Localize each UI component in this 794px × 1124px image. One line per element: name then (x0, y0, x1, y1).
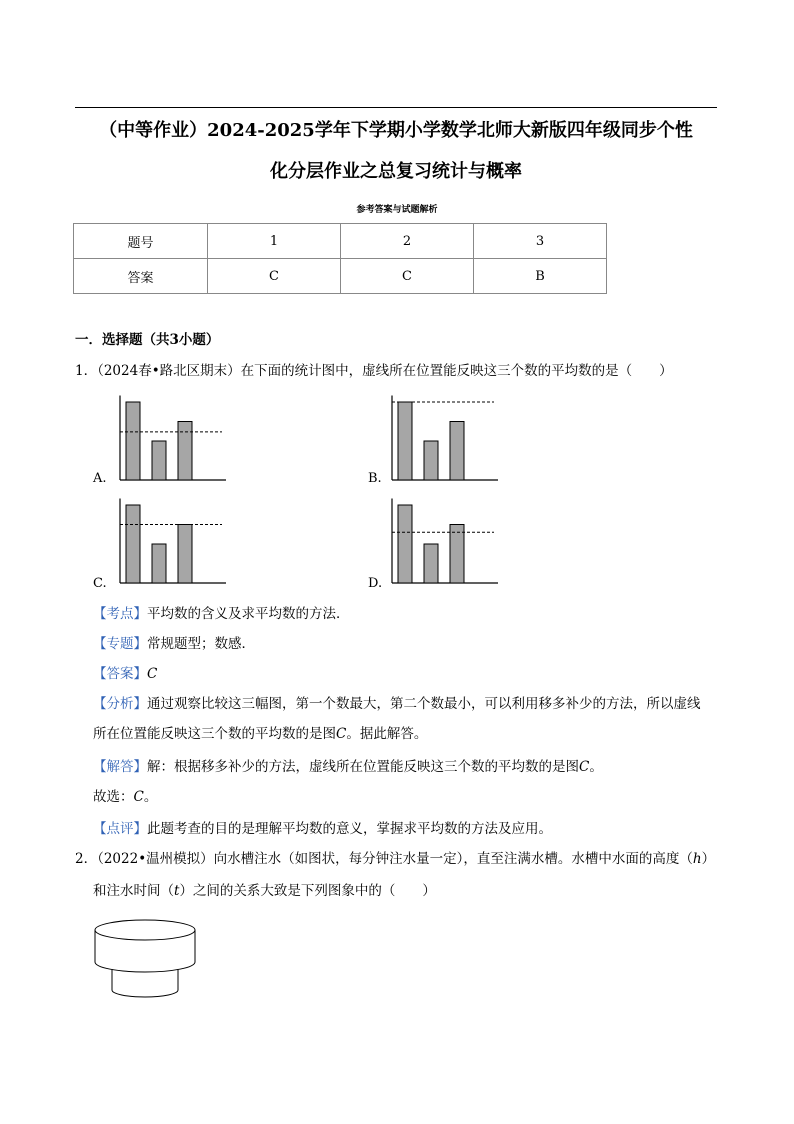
answer-table (73, 223, 607, 294)
question-text: 和注水时间（ (93, 883, 174, 899)
question-var-t: t (174, 883, 180, 899)
chart-bar (398, 505, 412, 583)
question-2-stem-line1 (75, 849, 715, 869)
table-cell: B (474, 259, 607, 294)
document-title-line1: （中等作业）2024-2025学年下学期小学数学北师大新版四年级同步个性 (99, 120, 693, 141)
option-d-label: D. (368, 576, 383, 591)
jieda-line (93, 757, 603, 777)
daan-line (93, 664, 157, 684)
chart-option-b (390, 392, 500, 484)
chart-bar (424, 544, 438, 583)
chart-bar (152, 441, 166, 480)
guxuan-line (93, 787, 157, 807)
header-rule (75, 107, 717, 108)
chart-bar (450, 525, 464, 584)
question-text: （2024春•路北区期末）在下面的统计图中，虚线所在位置能反映这三个数的平均数的是（ ） (97, 363, 673, 379)
zhuanti-text: 常规题型；数感． (147, 636, 255, 652)
section-heading: 一．选择题（共3小题） (75, 332, 220, 348)
document-subtitle: 参考答案与试题解析 (356, 205, 438, 215)
chart-bar (152, 544, 166, 583)
water-tank-diagram (90, 918, 200, 1000)
fenxi-tag: 【分析】 (93, 696, 147, 712)
document-title-line2: 化分层作业之总复习统计与概率 (270, 161, 522, 182)
fenxi-line-2 (93, 724, 427, 744)
option-b-label: B. (368, 471, 382, 486)
table-row (74, 224, 607, 259)
chart-option-d (390, 495, 500, 587)
chart-bar (450, 422, 464, 481)
fenxi-text-2a: 所在位置能反映这三个数的平均数的是图 (93, 726, 336, 742)
question-number: 1． (75, 363, 98, 379)
question-number: 2． (75, 851, 98, 867)
zhuanti-line (93, 634, 255, 654)
chart-bar (126, 505, 140, 583)
fenxi-text-2b: C (336, 726, 347, 742)
guxuan-text-c: 。 (143, 789, 158, 805)
daan-tag: 【答案】 (93, 666, 147, 682)
option-c-label: C. (93, 576, 107, 591)
table-row (74, 259, 607, 294)
table-cell: C (341, 259, 474, 294)
daan-text: C (147, 666, 158, 682)
table-cell: 题号 (74, 224, 208, 259)
chart-bar (424, 441, 438, 480)
guxuan-text-b: C (133, 789, 144, 805)
guxuan-text-a: 故选： (93, 789, 134, 805)
table-cell: C (208, 259, 341, 294)
dianping-tag: 【点评】 (93, 821, 147, 837)
question-var-h: h (692, 851, 702, 867)
chart-bar (398, 402, 412, 480)
question-text: （2022•温州模拟）向水槽注水（如图状，每分钟注水量一定），直至注满水槽。水槽中水面的高度（ (97, 851, 693, 867)
option-a-label: A. (93, 471, 107, 486)
table-cell: 1 (208, 224, 341, 259)
jieda-text-a: 解：根据移多补少的方法，虚线所在位置能反映这三个数的平均数的是图 (147, 759, 579, 775)
fenxi-line-1 (93, 694, 701, 714)
table-cell: 3 (474, 224, 607, 259)
chart-option-a (118, 392, 228, 484)
dianping-text: 此题考查的目的是理解平均数的意义，掌握求平均数的方法及应用。 (147, 821, 552, 837)
chart-bar (178, 422, 192, 481)
kaodian-tag: 【考点】 (93, 606, 147, 622)
table-cell: 答案 (74, 259, 208, 294)
table-cell: 2 (341, 224, 474, 259)
kaodian-text: 平均数的含义及求平均数的方法． (147, 606, 350, 622)
chart-bar (178, 525, 192, 584)
dianping-line (93, 819, 552, 839)
kaodian-line (93, 604, 350, 624)
fenxi-text-2c: 。据此解答。 (346, 726, 428, 742)
question-2-stem-line2 (93, 881, 436, 901)
question-1-stem (75, 361, 673, 381)
jieda-text-b: C (579, 759, 590, 775)
fenxi-text-1: 通过观察比较这三幅图，第一个数最大，第二个数最小，可以利用移多补少的方法，所以虚线 (147, 696, 701, 712)
chart-bar (126, 402, 140, 480)
jieda-text-c: 。 (589, 759, 603, 775)
jieda-tag: 【解答】 (93, 759, 147, 775)
chart-option-c (118, 495, 228, 587)
zhuanti-tag: 【专题】 (93, 636, 147, 652)
question-text: ） (701, 851, 716, 867)
question-text: ）之间的关系大致是下列图象中的（ ） (179, 883, 436, 899)
